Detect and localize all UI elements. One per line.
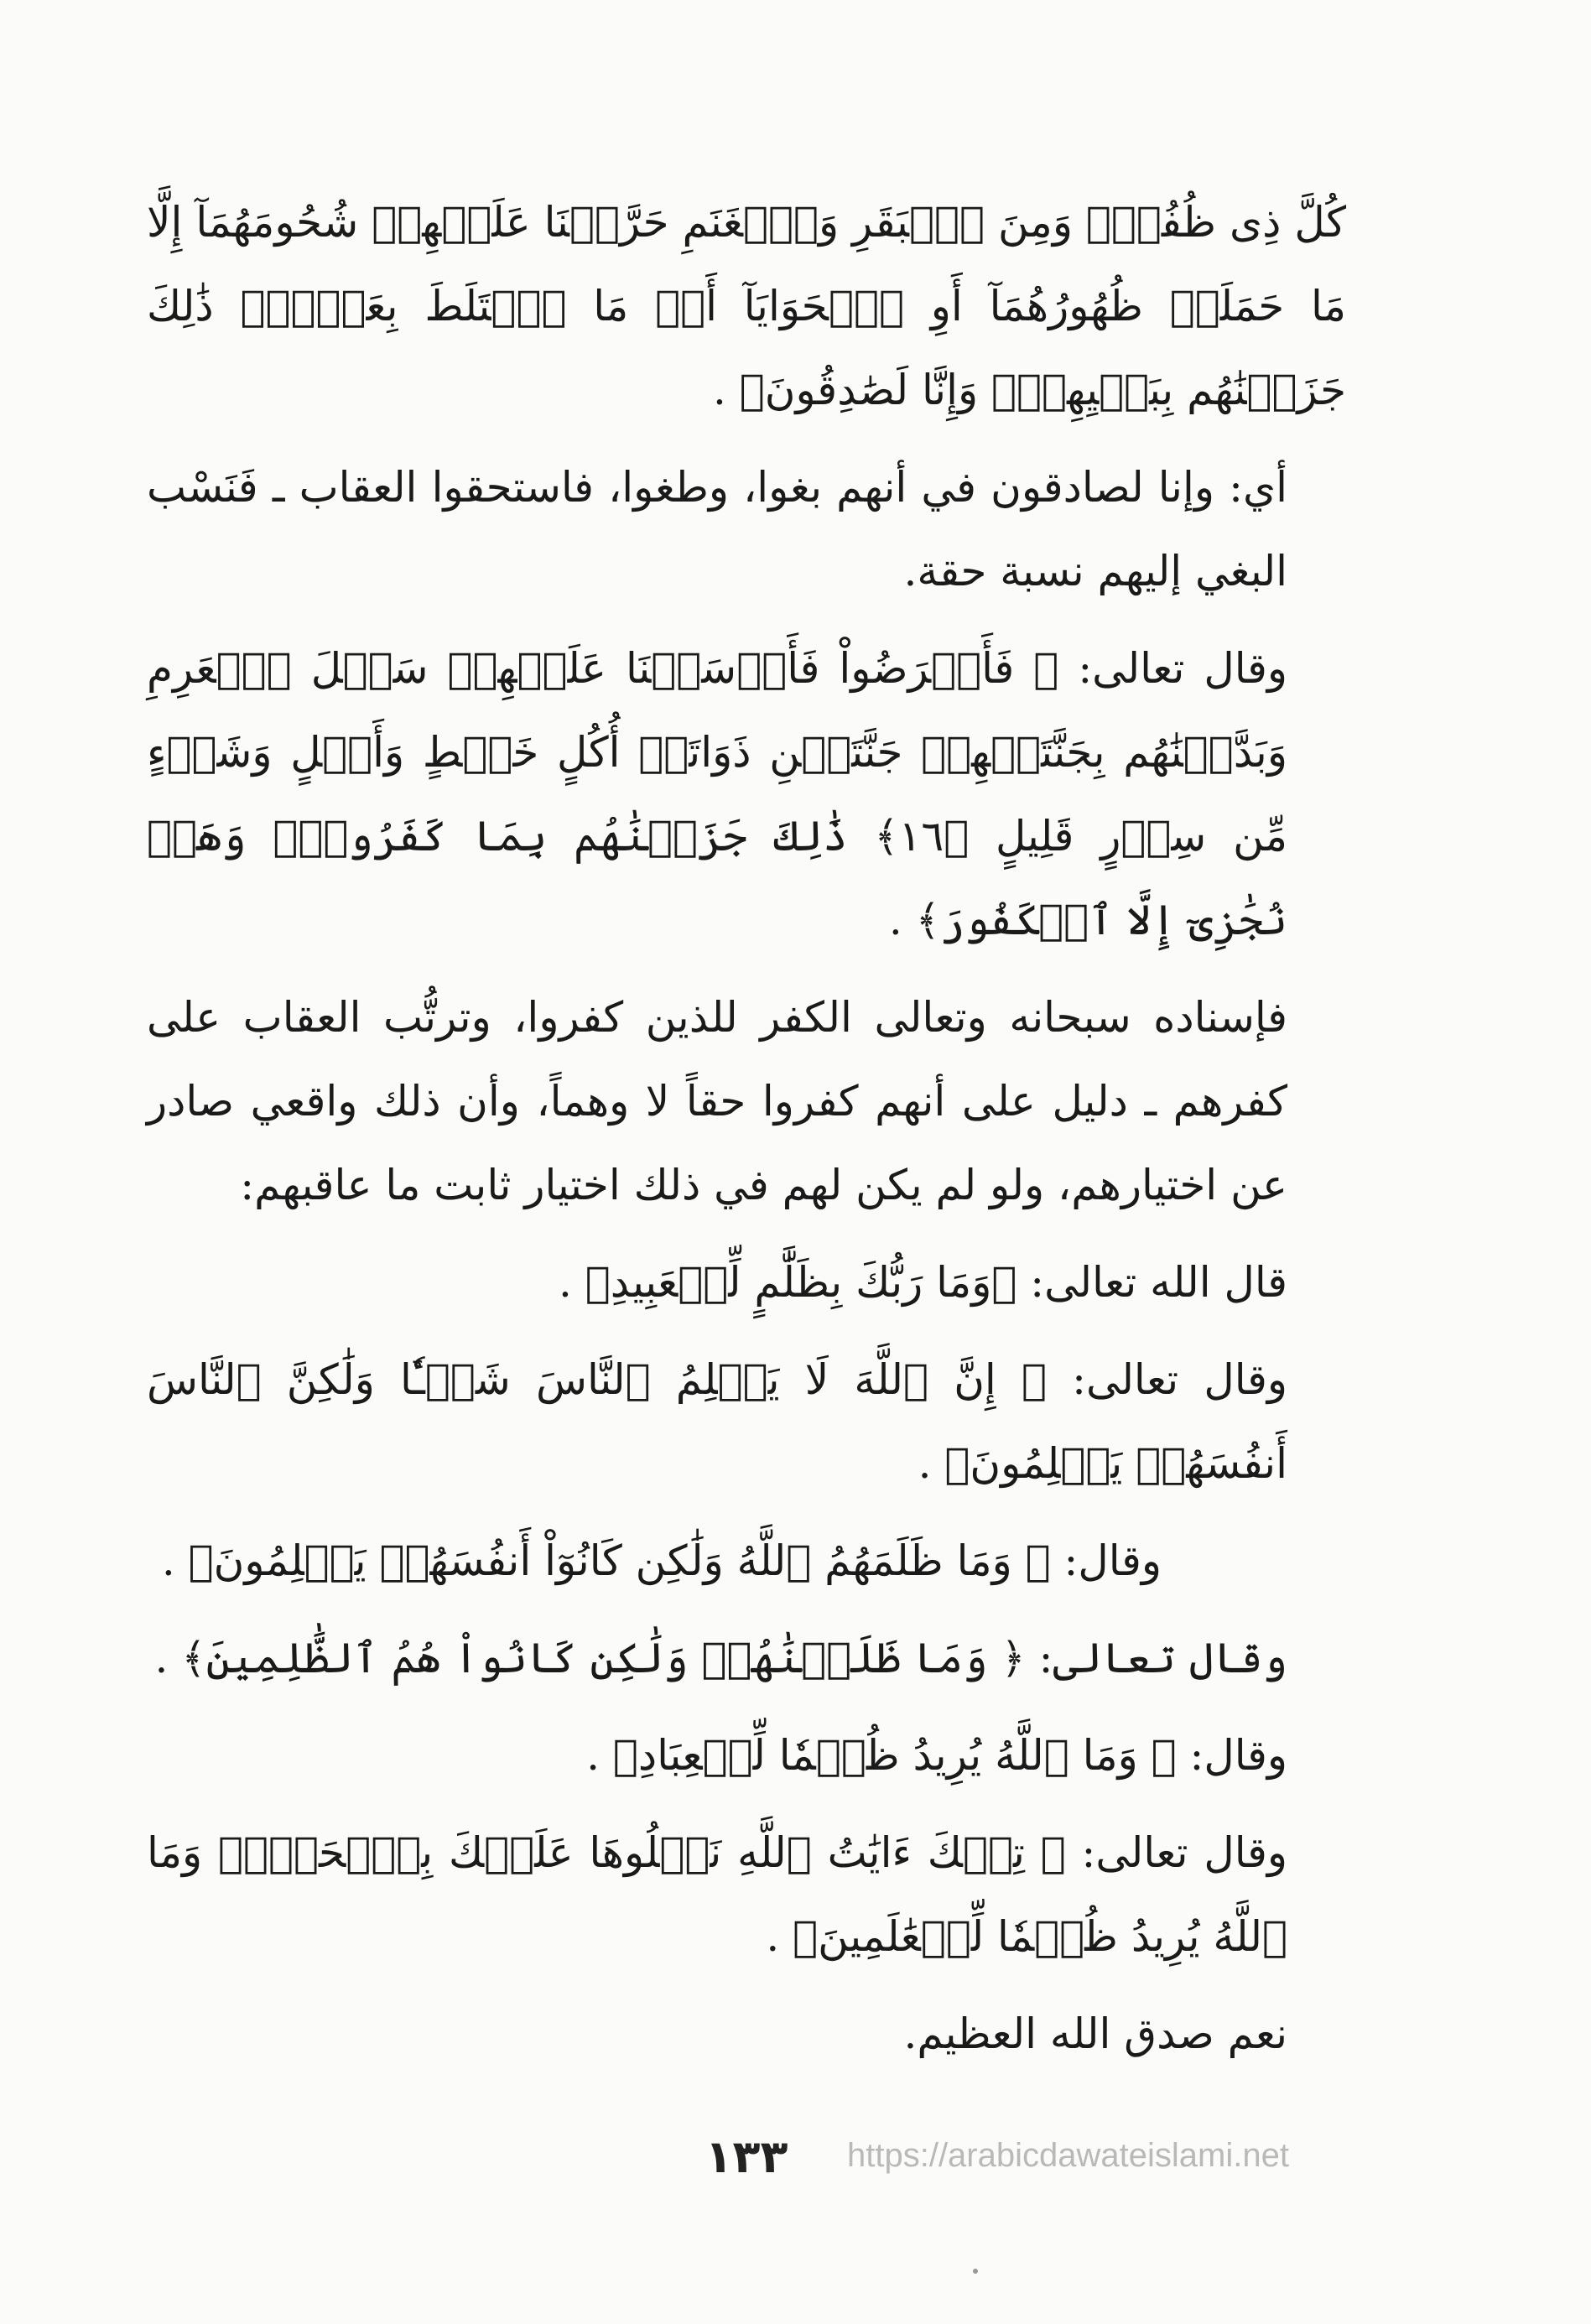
watermark-url: https://arabicdawateislami.net: [847, 2137, 1289, 2174]
quran-citation: وقال تعالى: ﴿ إِنَّ ٱللَّهَ لَا يَظۡلِمُ ٱلنَّاسَ شَيۡـٔٗا وَلَٰكِنَّ ٱلنَّاسَ أَنفُسَهُمۡ يَظۡلِمُونَ﴾ .: [147, 1355, 1287, 1488]
quran-citation: وقال: ﴿ وَمَا ظَلَمَهُمُ ٱللَّهُ وَلَٰكِن كَانُوٓاْ أَنفُسَهُمۡ يَظۡلِمُونَ﴾ .: [161, 1536, 1162, 1585]
quran-citation: قال الله تعالى: ﴿وَمَا رَبُّكَ بِظَلَّٰمٍ لِّلۡعَبِيدِ﴾ .: [558, 1258, 1287, 1307]
commentary-paragraph: أي: وإنا لصادقون في أنهم بغوا، وطغوا، فاستحقوا العقاب ـ فَنَسْب البغي إليهم نسبة حقة.: [147, 463, 1287, 595]
main-text: [147, 180, 1346, 2089]
quran-citation: وقال تعالى: ﴿ وَمَا ظَلَمۡنَٰهُمۡ وَلَٰكِن كَانُواْ هُمُ ٱلظَّٰلِمِينَ﴾ .: [154, 1634, 1287, 1682]
commentary-paragraph: فإسناده سبحانه وتعالى الكفر للذين كفروا، وترتُّب العقاب على كفرهم ـ دليل على أنهم كفروا حقاً لا وهماً، وأن ذلك واقعي صادر عن اختيارهم، ولو لم يكن لهم في ذلك اختيار ثابت ما عاقبهم:: [147, 993, 1287, 1209]
quran-citation: وقال تعالى: ﴿ تِلۡكَ ءَايَٰتُ ٱللَّهِ نَتۡلُوهَا عَلَيۡكَ بِٱلۡحَقِّۗ وَمَا ٱللَّهُ يُرِيدُ ظُلۡمٗا لِّلۡعَٰلَمِينَ﴾ .: [147, 1828, 1287, 1961]
closing-line: نعم صدق الله العظيم.: [903, 2009, 1287, 2058]
scan-speck: [973, 2269, 978, 2274]
quran-citation: وقال: ﴿ وَمَا ٱللَّهُ يُرِيدُ ظُلۡمٗا لِّلۡعِبَادِ﴾ .: [586, 1731, 1287, 1780]
quran-verse-continuation: كُلَّ ذِى ظُفُرٍۖ وَمِنَ ٱلۡبَقَرِ وَٱلۡغَنَمِ حَرَّمۡنَا عَلَيۡهِمۡ شُحُومَهُمَآ إِلَّا مَا حَمَلَتۡ ظُهُورُهُمَآ أَوِ ٱلۡحَوَايَآ أَوۡ مَا ٱخۡتَلَطَ بِعَظۡمٍۚ ذَٰلِكَ جَزَيۡنَٰهُم بِبَغۡيِهِمۡۖ وَإِنَّا لَصَٰدِقُونَ﴾ .: [147, 198, 1346, 414]
page-number: ١٣٣: [705, 2130, 788, 2183]
quran-citation-saba: وقال تعالى: ﴿ فَأَعۡرَضُواْ فَأَرۡسَلۡنَا عَلَيۡهِمۡ سَيۡلَ ٱلۡعَرِمِ وَبَدَّلۡنَٰهُم بِجَنَّتَيۡهِمۡ جَنَّتَيۡنِ ذَوَاتَىۡ أُكُلٍ خَمۡطٍ وَأَثۡلٍ وَشَىۡءٍ مِّن سِدۡرٍ قَلِيلٍ ﴿١٦﴾ ذَٰلِكَ جَزَيۡنَٰهُم بِمَا كَفَرُواْۖ وَهَلۡ نُجَٰزِىٓ إِلَّا ٱلۡكَفُورَ﴾ .: [147, 644, 1287, 944]
